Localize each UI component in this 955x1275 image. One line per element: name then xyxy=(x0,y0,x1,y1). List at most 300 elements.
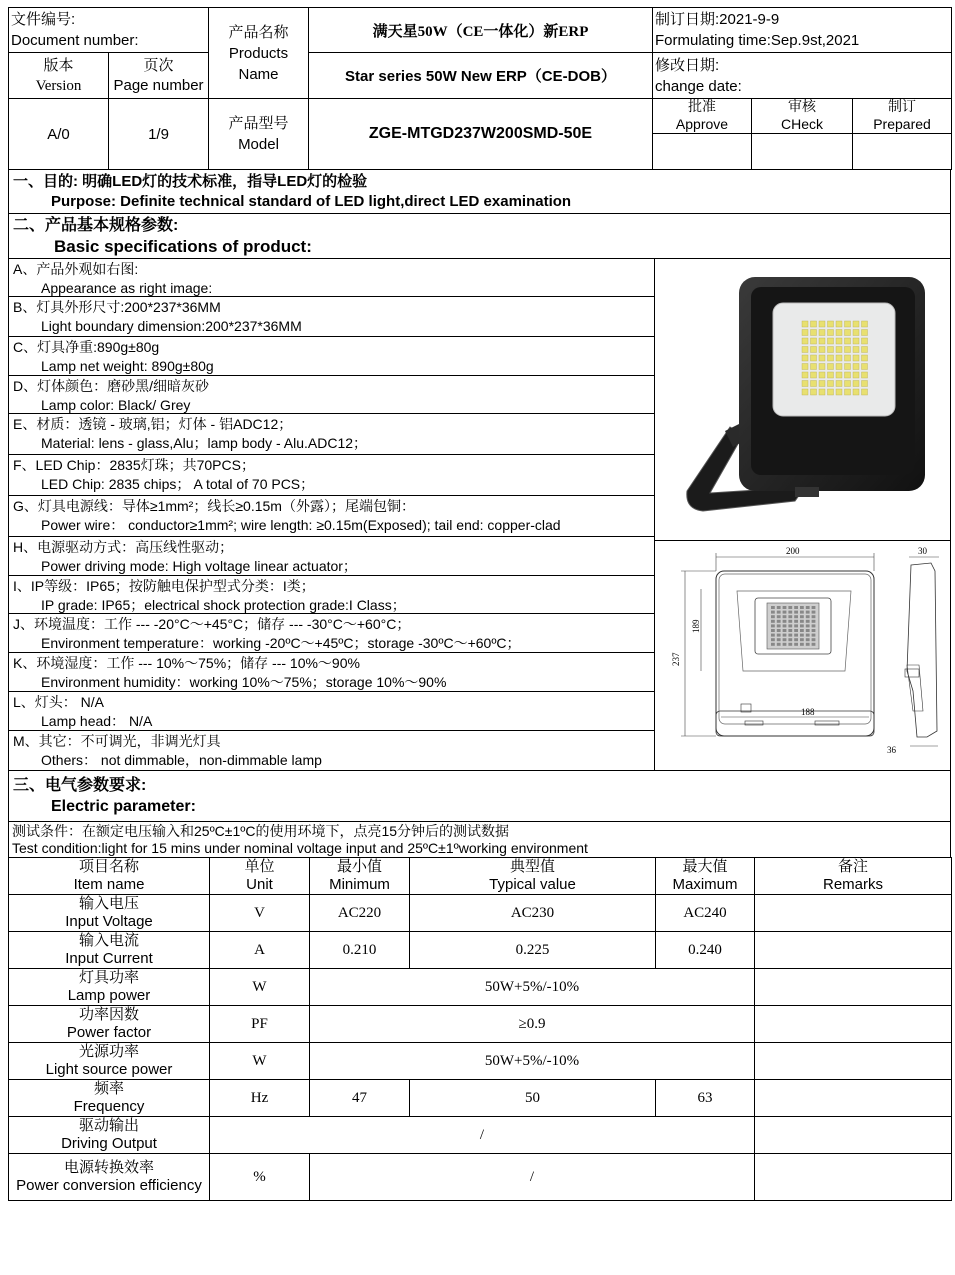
drawing-led-chip xyxy=(788,611,792,614)
led-chip xyxy=(862,372,868,378)
electric-unit: W xyxy=(210,1043,310,1080)
basic-specs-body xyxy=(8,258,951,771)
electric-min: AC220 xyxy=(310,895,410,932)
electric-header-cell xyxy=(656,858,755,895)
drawing-led-chip xyxy=(812,643,816,646)
dim-height-label: 237 xyxy=(671,652,681,666)
test-condition-cn: 测试条件：在额定电压输入和25ºC±1ºC的使用环境下，点亮15分钟后的测试数据 xyxy=(12,823,510,839)
spec-item-en: Light boundary dimension:200*237*36MM xyxy=(41,318,302,334)
drawing-led-chip xyxy=(812,629,816,632)
led-chip xyxy=(811,330,817,336)
header-en: Remarks xyxy=(822,876,883,893)
drawing-led-chip xyxy=(771,606,775,609)
electric-row xyxy=(9,1006,952,1043)
spec-item-en: Lamp head： N/A xyxy=(41,713,153,729)
electric-remark xyxy=(755,1080,952,1117)
electric-title-cn: 三、电气参数要求: xyxy=(13,777,147,794)
item-name-cn: 输入电流 xyxy=(78,933,139,949)
item-name-en: Driving Output xyxy=(61,1135,157,1152)
electric-row xyxy=(9,895,952,932)
drawing-led-chip xyxy=(806,643,810,646)
spec-item-cn: F、LED Chip：2835灯珠；共70PCS； xyxy=(13,457,255,473)
dimension-drawing xyxy=(655,541,950,776)
led-chip xyxy=(802,355,808,361)
electric-row xyxy=(9,1154,952,1201)
led-chip xyxy=(828,347,834,353)
item-name-cn: 频率 xyxy=(93,1081,124,1097)
drawing-led-chip xyxy=(771,643,775,646)
led-chip xyxy=(862,321,868,327)
electric-unit: % xyxy=(210,1154,310,1201)
version-label xyxy=(9,53,109,99)
electric-remark xyxy=(755,1043,952,1080)
led-chip xyxy=(836,338,842,344)
spec-item-en: Appearance as right image: xyxy=(41,280,213,296)
spec-item-cn: B、灯具外形尺寸:200*237*36MM xyxy=(13,299,221,315)
led-chip xyxy=(853,364,859,370)
spec-item xyxy=(9,455,654,496)
version-cn: 版本 xyxy=(43,57,74,74)
led-chip xyxy=(802,330,808,336)
led-chip xyxy=(811,364,817,370)
electric-merged-value: 50W+5%/-10% xyxy=(310,969,755,1006)
spec-item xyxy=(9,414,654,455)
drawing-led-chip xyxy=(783,615,787,618)
drawing-led-chip xyxy=(800,620,804,623)
item-name-en: Frequency xyxy=(73,1098,145,1115)
led-chip xyxy=(828,321,834,327)
drawing-led-chip xyxy=(783,624,787,627)
led-chip xyxy=(862,381,868,387)
drawing-led-chip xyxy=(800,624,804,627)
version-en: Version xyxy=(35,77,82,94)
led-chip xyxy=(853,347,859,353)
drawing-led-chip xyxy=(777,611,781,614)
drawing-led-chip xyxy=(788,620,792,623)
header-cn: 备注 xyxy=(837,859,868,875)
drawing-led-chip xyxy=(788,615,792,618)
spec-item-cn: L、灯头： N/A xyxy=(13,694,105,710)
model-en: Model xyxy=(238,136,279,153)
electric-row xyxy=(9,969,952,1006)
change-date-en: change date: xyxy=(655,77,742,95)
drawing-led-chip xyxy=(800,606,804,609)
drawing-led-chip xyxy=(788,624,792,627)
header-cn: 最小值 xyxy=(336,859,382,875)
drawing-led-chip xyxy=(794,615,798,618)
item-name-cn: 功率因数 xyxy=(78,1007,139,1023)
item-name-cn: 电源转换效率 xyxy=(63,1160,154,1176)
drawing-led-chip xyxy=(806,634,810,637)
item-name-cn: 输入电压 xyxy=(78,896,139,912)
item-name-en: Light source power xyxy=(45,1061,173,1078)
electric-row xyxy=(9,1043,952,1080)
drawing-led-chip xyxy=(812,638,816,641)
spec-item-en: Power wire： conductor≥1mm²; wire length: ≥0.15m(Exposed); tail end: copper-clad xyxy=(41,517,561,533)
spec-item xyxy=(9,653,654,692)
drawing-led-chip xyxy=(771,620,775,623)
header-en: Maximum xyxy=(672,876,738,893)
basic-specs-title-en: Basic specifications of product: xyxy=(54,237,312,256)
drawing-led-chip xyxy=(794,634,798,637)
dim-width-label: 200 xyxy=(786,546,800,556)
drawing-led-chip xyxy=(788,629,792,632)
drawing-led-chip xyxy=(783,629,787,632)
led-chip xyxy=(853,330,859,336)
led-chip xyxy=(828,364,834,370)
led-chip xyxy=(836,364,842,370)
prepared-cn: 制订 xyxy=(888,100,917,115)
led-chip xyxy=(836,321,842,327)
check-signature[interactable] xyxy=(752,134,853,170)
electric-merged-value: / xyxy=(310,1154,755,1201)
spec-item-cn: D、灯体颜色：磨砂黑/细暗灰砂 xyxy=(13,378,209,394)
drawing-led-chip xyxy=(777,638,781,641)
drawing-led-chip xyxy=(794,643,798,646)
item-name-cn: 光源功率 xyxy=(78,1044,139,1060)
electric-remark xyxy=(755,895,952,932)
dim-inner-height-label: 189 xyxy=(691,619,701,633)
drawing-led-chip xyxy=(771,638,775,641)
led-chip xyxy=(819,389,825,395)
dim-side-label: 36 xyxy=(887,745,896,755)
electric-item-name xyxy=(9,932,210,969)
drawing-led-chip xyxy=(800,615,804,618)
drawing-led-chip xyxy=(812,620,816,623)
check-en: CHeck xyxy=(780,116,823,132)
electric-row xyxy=(9,932,952,969)
drawing-led-chip xyxy=(806,606,810,609)
led-chip xyxy=(828,330,834,336)
electric-item-name xyxy=(9,895,210,932)
drawing-led-chip xyxy=(777,615,781,618)
doc-number-cn: 文件编号: xyxy=(11,11,76,28)
drawing-led-chip xyxy=(794,624,798,627)
spec-item-en: Others： not dimmable，non-dimmable lamp xyxy=(41,752,322,768)
led-chip xyxy=(853,372,859,378)
electric-typ: 0.225 xyxy=(410,932,656,969)
header-en: Minimum xyxy=(329,876,390,893)
purpose-cn: 一、目的: 明确LED灯的技术标准，指导LED灯的检验 xyxy=(13,173,368,190)
page-label xyxy=(109,53,209,99)
led-chip xyxy=(862,338,868,344)
purpose-en: Purpose: Definite technical standard of LED light,direct LED examination xyxy=(51,193,572,210)
led-chip xyxy=(802,338,808,344)
approve-en: Approve xyxy=(675,116,729,132)
spec-item xyxy=(9,259,654,297)
drawing-led-chip xyxy=(800,634,804,637)
led-chip xyxy=(845,389,851,395)
formulating-date-cn: 制订日期:2021-9-9 xyxy=(655,11,780,28)
electric-unit: Hz xyxy=(210,1080,310,1117)
electric-remark xyxy=(755,1117,952,1154)
basic-specs-title xyxy=(8,214,951,258)
led-chip xyxy=(802,364,808,370)
page-cn: 页次 xyxy=(143,57,174,74)
spec-item xyxy=(9,337,654,376)
product-name-en1: Products xyxy=(228,44,289,62)
led-chip xyxy=(802,347,808,353)
drawing-led-chip xyxy=(806,629,810,632)
spec-item-cn: K、环境湿度：工作 --- 10%～75%；储存 --- 10%～90% xyxy=(13,655,360,671)
spec-item-cn: M、其它：不可调光，非调光灯具 xyxy=(13,733,221,749)
led-chip xyxy=(853,381,859,387)
led-chip xyxy=(819,338,825,344)
check-label xyxy=(752,99,853,134)
electric-title xyxy=(8,771,951,821)
drawing-led-chip xyxy=(788,606,792,609)
led-chip xyxy=(853,321,859,327)
drawing-led-chip xyxy=(812,611,816,614)
led-chip xyxy=(819,364,825,370)
drawing-led-chip xyxy=(806,611,810,614)
drawing-led-chip xyxy=(788,634,792,637)
doc-number-cell xyxy=(9,8,209,53)
approve-label xyxy=(653,99,752,134)
led-chip xyxy=(853,389,859,395)
drawing-led-chip xyxy=(783,634,787,637)
electric-min: 0.210 xyxy=(310,932,410,969)
led-chip xyxy=(845,330,851,336)
drawing-led-chip xyxy=(777,643,781,646)
spec-item xyxy=(9,692,654,731)
drawing-led-chip xyxy=(771,634,775,637)
spec-item xyxy=(9,297,654,337)
electric-item-name xyxy=(9,1043,210,1080)
led-chip xyxy=(845,381,851,387)
electric-header-cell xyxy=(410,858,656,895)
drawing-led-chip xyxy=(771,629,775,632)
drawing-led-chip xyxy=(777,606,781,609)
electric-header-cell xyxy=(210,858,310,895)
drawing-led-chip xyxy=(794,638,798,641)
basic-specs-title-cn: 二、产品基本规格参数: xyxy=(13,217,179,234)
led-chip xyxy=(802,372,808,378)
version-value: A/0 xyxy=(9,99,109,170)
product-name-label xyxy=(209,8,309,99)
electric-row xyxy=(9,1080,952,1117)
led-chip xyxy=(819,330,825,336)
drawing-led-chip xyxy=(777,634,781,637)
electric-item-name xyxy=(9,1154,210,1201)
purpose-section xyxy=(8,170,951,214)
electric-unit: W xyxy=(210,969,310,1006)
item-name-en: Lamp power xyxy=(67,987,151,1004)
prepared-signature[interactable] xyxy=(853,134,952,170)
spec-item-en: Power driving mode: High voltage linear actuator； xyxy=(41,558,357,574)
header-en: Typical value xyxy=(489,876,576,893)
led-chip xyxy=(845,355,851,361)
drawing-led-chip xyxy=(800,643,804,646)
led-chip xyxy=(836,347,842,353)
electric-row xyxy=(9,1117,952,1154)
spec-item-en: Lamp color: Black/ Grey xyxy=(41,397,191,413)
electric-unit: V xyxy=(210,895,310,932)
formulating-date-en: Formulating time:Sep.9st,2021 xyxy=(655,32,860,49)
led-chip xyxy=(862,364,868,370)
spec-list xyxy=(9,259,655,770)
led-chip xyxy=(828,338,834,344)
spec-images xyxy=(655,259,950,770)
drawing-led-chip xyxy=(783,611,787,614)
spec-item xyxy=(9,537,654,576)
check-cn: 审核 xyxy=(788,100,816,115)
electric-header-cell xyxy=(755,858,952,895)
header-en: Item name xyxy=(73,876,145,893)
led-chip xyxy=(819,372,825,378)
led-chip xyxy=(836,355,842,361)
spec-item xyxy=(9,576,654,614)
drawing-led-chip xyxy=(794,629,798,632)
spec-item-cn: E、材质：透镜 - 玻璃,铝；灯体 - 铝ADC12； xyxy=(13,416,293,432)
spec-item-en: Lamp net weight: 890g±80g xyxy=(41,358,214,374)
spec-item-cn: G、灯具电源线：导体≥1mm²；线长≥0.15m（外露）；尾端包铜： xyxy=(13,498,415,514)
product-photo xyxy=(655,259,950,541)
drawing-led-chip xyxy=(800,638,804,641)
spec-item xyxy=(9,731,654,771)
electric-max: 63 xyxy=(656,1080,755,1117)
electric-table xyxy=(8,857,952,1201)
drawing-led-chip xyxy=(806,620,810,623)
drawing-led-chip xyxy=(800,611,804,614)
led-chip xyxy=(853,355,859,361)
spec-item xyxy=(9,376,654,414)
change-date-cn: 修改日期: xyxy=(655,56,720,74)
product-name-cn: 产品名称 xyxy=(228,23,289,41)
led-chip xyxy=(845,347,851,353)
electric-header-cell xyxy=(310,858,410,895)
electric-title-en: Electric parameter: xyxy=(51,798,196,815)
led-chip xyxy=(845,364,851,370)
model-cn: 产品型号 xyxy=(228,115,289,132)
item-name-en: Input Voltage xyxy=(65,913,153,930)
drawing-led-chip xyxy=(794,620,798,623)
electric-min: 47 xyxy=(310,1080,410,1117)
spec-sheet xyxy=(8,7,951,1201)
drawing-led-chip xyxy=(812,634,816,637)
item-name-cn: 驱动输出 xyxy=(78,1118,139,1134)
led-chip xyxy=(836,389,842,395)
drawing-led-chip xyxy=(806,624,810,627)
electric-merged-value: ≥0.9 xyxy=(310,1006,755,1043)
electric-remark xyxy=(755,932,952,969)
drawing-led-chip xyxy=(812,606,816,609)
electric-remark xyxy=(755,969,952,1006)
spec-item-cn: J、环境温度：工作 --- -20°C～+45°C；储存 --- -30°C～+60°C； xyxy=(13,616,411,632)
led-chip xyxy=(811,347,817,353)
item-name-en: Power conversion efficiency xyxy=(16,1177,202,1194)
spec-item-en: Material: lens - glass,Alu；lamp body - Alu.ADC12； xyxy=(41,435,368,451)
drawing-led-chip xyxy=(806,615,810,618)
electric-header-cell xyxy=(9,858,210,895)
led-chip xyxy=(836,381,842,387)
test-condition-en: Test condition:light for 15 mins under nominal voltage input and 25ºC±1ºworking environment xyxy=(12,840,588,856)
led-chip xyxy=(811,338,817,344)
led-chip xyxy=(819,355,825,361)
page-value: 1/9 xyxy=(109,99,209,170)
led-chip xyxy=(828,389,834,395)
led-chip xyxy=(819,321,825,327)
led-chip xyxy=(819,381,825,387)
led-chip xyxy=(811,355,817,361)
drawing-led-chip xyxy=(806,638,810,641)
change-date-cell xyxy=(653,53,952,99)
item-name-cn: 灯具功率 xyxy=(78,970,139,986)
header-en: Unit xyxy=(246,876,273,893)
item-name-en: Input Current xyxy=(65,950,153,967)
header-cn: 典型值 xyxy=(509,859,555,875)
model-label xyxy=(209,99,309,170)
led-chip xyxy=(819,347,825,353)
drawing-led-chip xyxy=(771,624,775,627)
approve-cn: 批准 xyxy=(688,100,716,115)
drawing-led-chip xyxy=(812,615,816,618)
product-name-value-en: Star series 50W New ERP（CE-DOB） xyxy=(309,53,653,99)
led-chip xyxy=(802,389,808,395)
electric-merged-value: / xyxy=(210,1117,755,1154)
spec-item-cn: I、IP等级：IP65；按防触电保护型式分类：I类； xyxy=(13,578,315,594)
drawing-led-chip xyxy=(794,606,798,609)
led-chip xyxy=(845,321,851,327)
electric-typ: AC230 xyxy=(410,895,656,932)
drawing-led-chip xyxy=(783,606,787,609)
drawing-led-chip xyxy=(783,643,787,646)
dim-bottom-label: 188 xyxy=(801,707,815,717)
led-chip xyxy=(862,347,868,353)
formulating-date-cell xyxy=(653,8,952,53)
spec-item-cn: H、电源驱动方式：高压线性驱动； xyxy=(13,539,234,555)
led-chip xyxy=(811,372,817,378)
led-chip xyxy=(862,330,868,336)
spec-item xyxy=(9,496,654,537)
electric-max: AC240 xyxy=(656,895,755,932)
led-chip xyxy=(811,381,817,387)
drawing-led-chip xyxy=(794,611,798,614)
led-chip xyxy=(828,355,834,361)
electric-item-name xyxy=(9,1117,210,1154)
product-name-value-cn: 满天星50W（CE一体化）新ERP xyxy=(309,8,653,53)
spec-item-en: Environment humidity：working 10%～75%；storage 10%～90% xyxy=(41,674,447,690)
led-chip xyxy=(836,372,842,378)
led-chip xyxy=(853,338,859,344)
drawing-led-chip xyxy=(777,629,781,632)
electric-typ: 50 xyxy=(410,1080,656,1117)
drawing-led-chip xyxy=(788,643,792,646)
electric-merged-value: 50W+5%/-10% xyxy=(310,1043,755,1080)
electric-unit: A xyxy=(210,932,310,969)
electric-remark xyxy=(755,1154,952,1201)
spec-item-cn: A、产品外观如右图: xyxy=(13,261,139,277)
spec-item-cn: C、灯具净重:890g±80g xyxy=(13,339,160,355)
electric-remark xyxy=(755,1006,952,1043)
led-chip xyxy=(828,372,834,378)
page-en: Page number xyxy=(113,76,204,94)
drawing-led-chip xyxy=(777,620,781,623)
led-chip xyxy=(811,321,817,327)
dim-depth-label: 30 xyxy=(918,546,927,556)
approve-signature[interactable] xyxy=(653,134,752,170)
led-chip xyxy=(845,338,851,344)
led-chip xyxy=(836,330,842,336)
electric-item-name xyxy=(9,1080,210,1117)
electric-item-name xyxy=(9,969,210,1006)
led-chip xyxy=(811,389,817,395)
product-name-en2: Name xyxy=(238,65,279,83)
electric-item-name xyxy=(9,1006,210,1043)
spec-item-en: LED Chip: 2835 chips； A total of 70 PCS； xyxy=(41,476,315,492)
drawing-led-chip xyxy=(800,629,804,632)
drawing-led-chip xyxy=(783,638,787,641)
